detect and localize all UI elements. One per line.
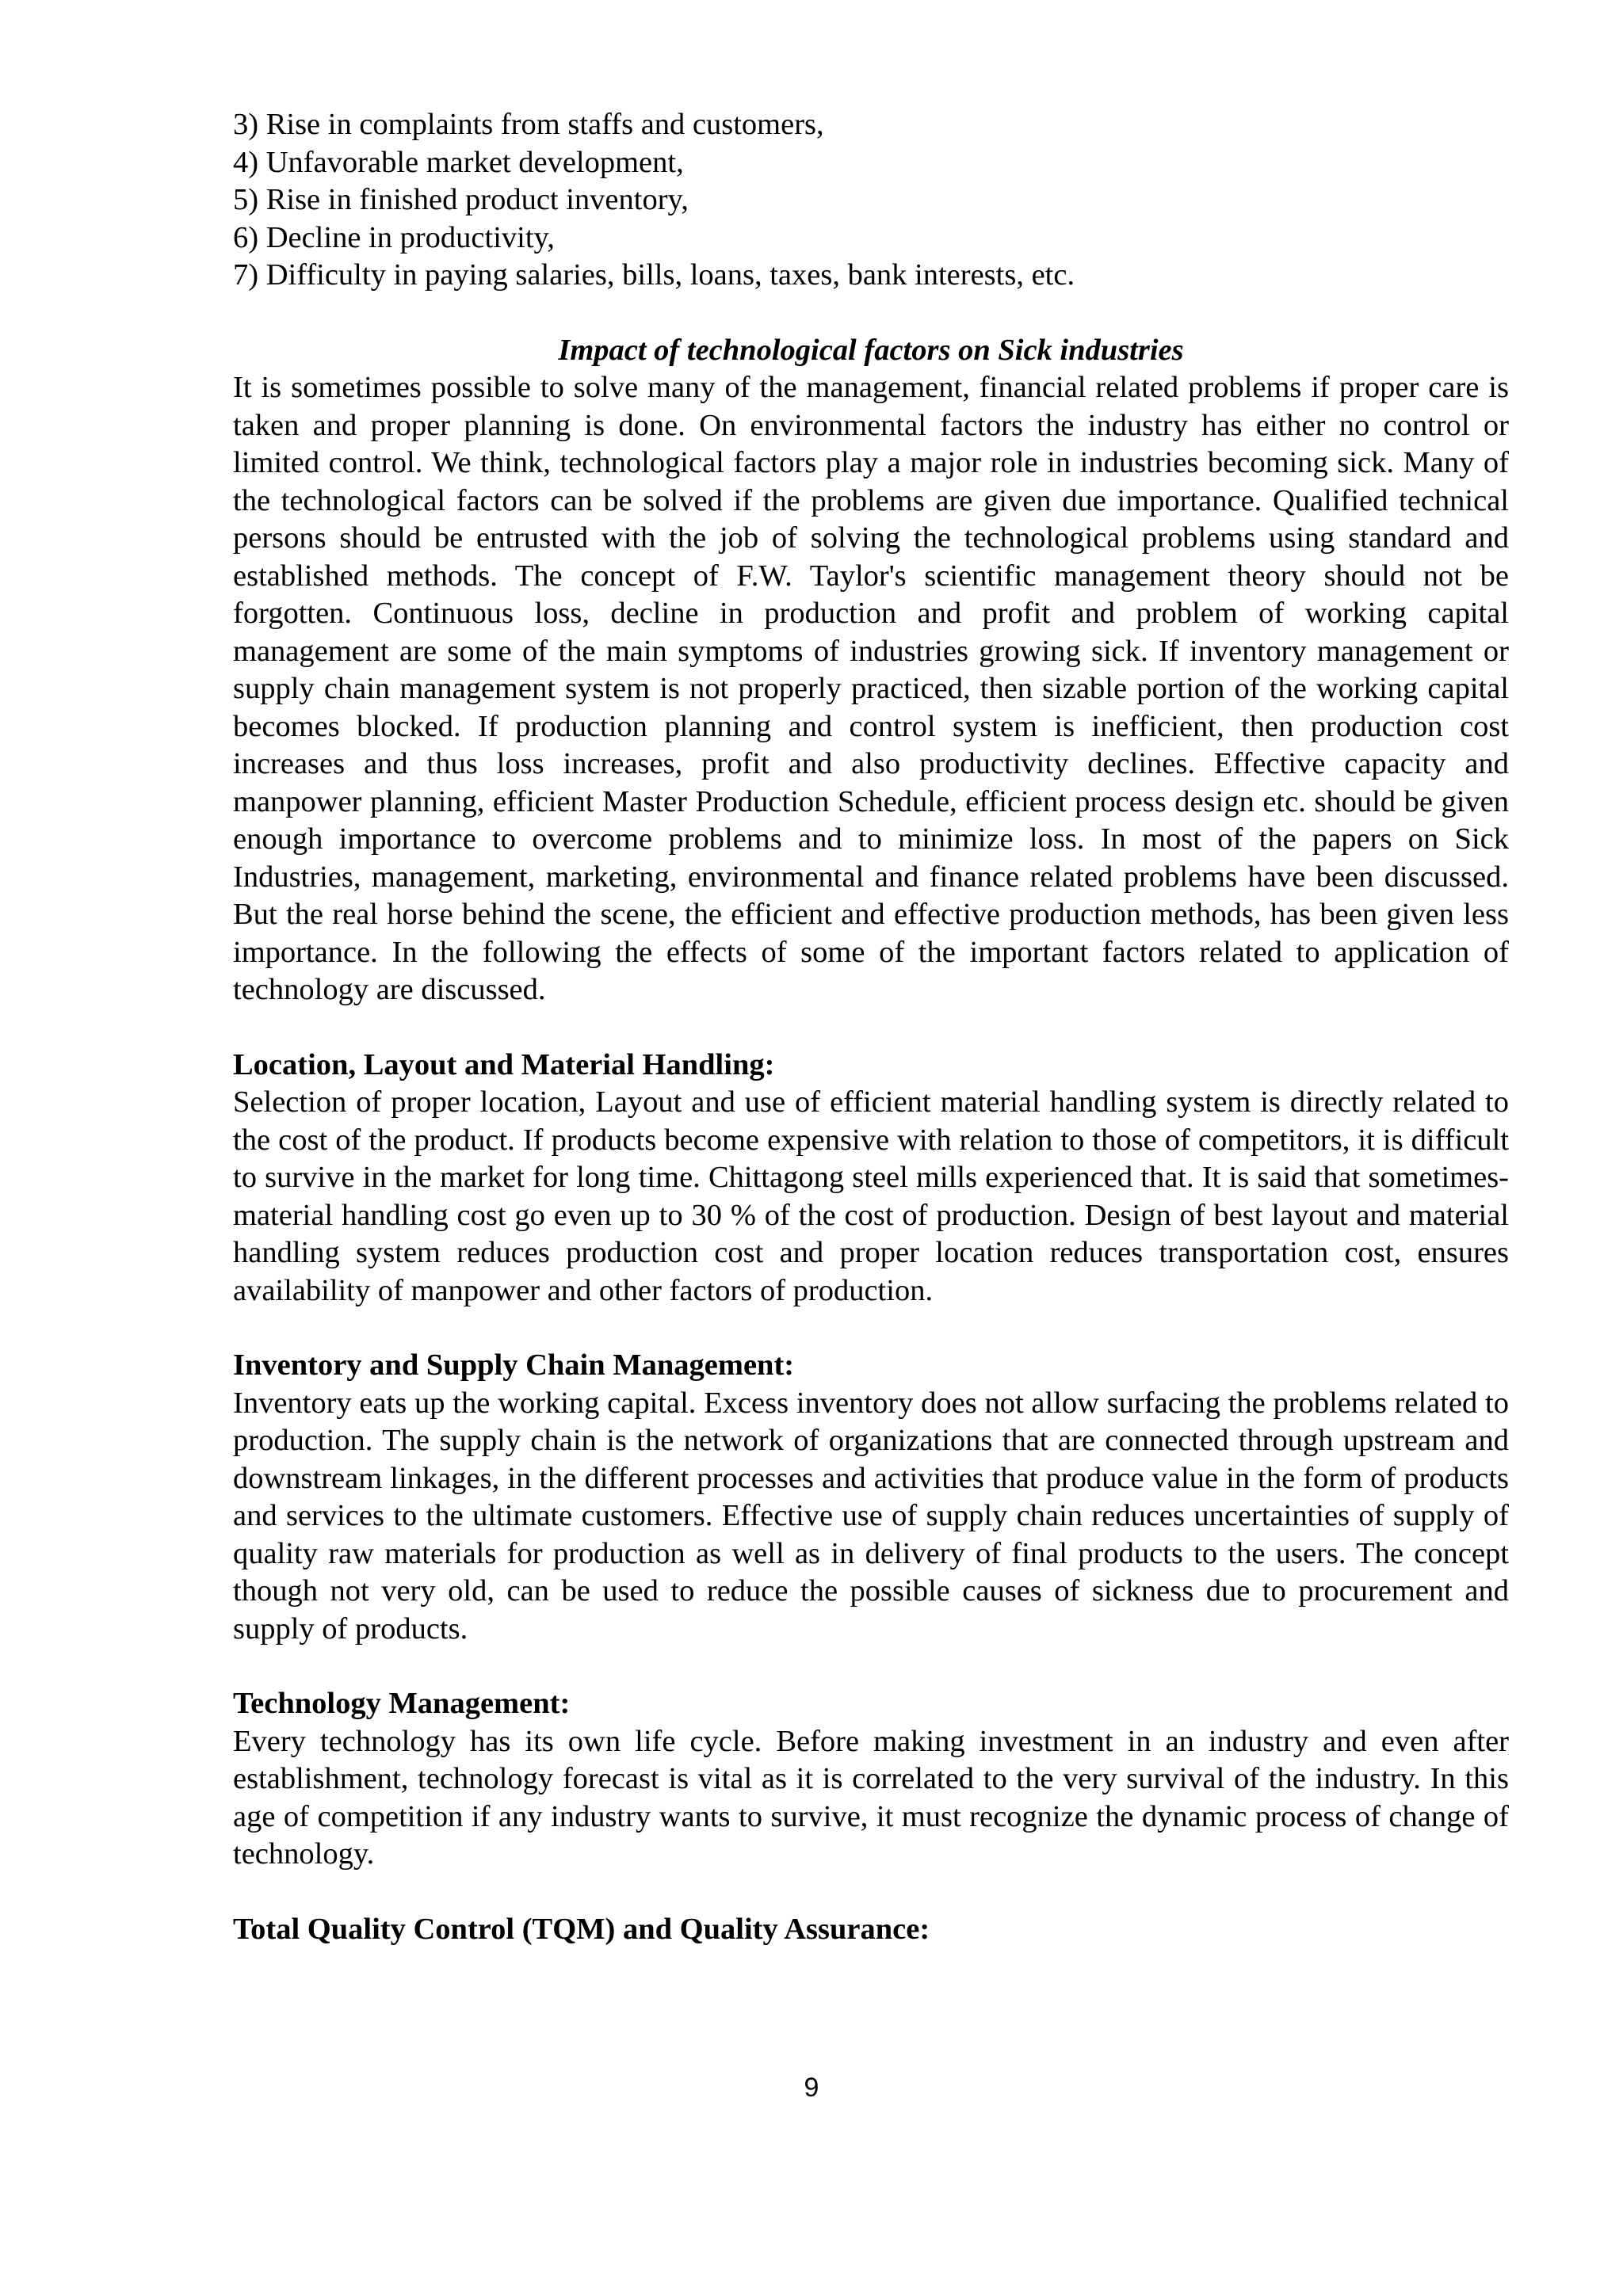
technology-paragraph: Every technology has its own life cycle. Before making investment in an industry and even after establishment, technology forecast is vital as it is correlated to the very survival of the industry. In this age of competition if any industry wants to survive, it must recognize the dynamic process of change of technology. — [233, 1724, 1509, 1871]
inventory-heading: Inventory and Supply Chain Management: — [233, 1348, 795, 1382]
location-heading: Location, Layout and Material Handling: — [233, 1047, 775, 1081]
document-page — [233, 106, 1509, 1948]
list-item: 5) Rise in finished product inventory, — [233, 183, 689, 216]
list-item: 7) Difficulty in paying salaries, bills, loans, taxes, bank interests, etc. — [233, 258, 1075, 292]
section-title: Impact of technological factors on Sick industries — [558, 333, 1184, 367]
list-item: 4) Unfavorable market development, — [233, 145, 684, 179]
location-paragraph: Selection of proper location, Layout and use of efficient material handling system is directly related to the cost of the product. If products become expensive with relation to those of competitors, it is difficult to survive in the market for long time. Chittagong steel mills experienced that. It is said that sometimes-material handling cost go even up to 30 % of the cost of production. Design of best layout and material handling system reduces production cost and proper location reduces transportation cost, ensures availability of manpower and other factors of production. — [233, 1085, 1509, 1307]
list-item: 6) Decline in productivity, — [233, 220, 555, 254]
list-item: 3) Rise in complaints from staffs and customers, — [233, 108, 824, 141]
page-number: 9 — [804, 2073, 819, 2103]
tqm-heading: Total Quality Control (TQM) and Quality Assurance: — [233, 1912, 930, 1946]
symptom-list — [233, 106, 1509, 295]
technology-heading: Technology Management: — [233, 1687, 571, 1720]
inventory-paragraph: Inventory eats up the working capital. Excess inventory does not allow surfacing the problems related to production. The supply chain is the network of organizations that are connected through upstream and downstream linkages, in the different processes and activities that produce value in the form of products and services to the ultimate customers. Effective use of supply chain reduces uncertainties of supply of quality raw materials for production as well as in delivery of final products to the users. The concept though not very old, can be used to reduce the possible causes of sickness due to procurement and supply of products. — [233, 1386, 1509, 1646]
impact-paragraph: It is sometimes possible to solve many of the management, financial related problems if proper care is taken and proper planning is done. On environmental factors the industry has either no control or limited control. We think, technological factors play a major role in industries becoming sick. Many of the technological factors can be solved if the problems are given due importance. Qualified technical persons should be entrusted with the job of solving the technological problems using standard and established methods. The concept of F.W. Taylor's scientific management theory should not be forgotten. Continuous loss, decline in production and profit and problem of working capital management are some of the main symptoms of industries growing sick. If inventory management or supply chain management system is not properly practiced, then sizable portion of the working capital becomes blocked. If production planning and control system is inefficient, then production cost increases and thus loss increases, profit and also productivity declines. Effective capacity and manpower planning, efficient Master Production Schedule, efficient process design etc. should be given enough importance to overcome problems and to minimize loss. In most of the papers on Sick Industries, management, marketing, environmental and finance related problems have been discussed. But the real horse behind the scene, the efficient and effective production methods, has been given less importance. In the following the effects of some of the important factors related to application of technology are discussed. — [233, 371, 1509, 1006]
